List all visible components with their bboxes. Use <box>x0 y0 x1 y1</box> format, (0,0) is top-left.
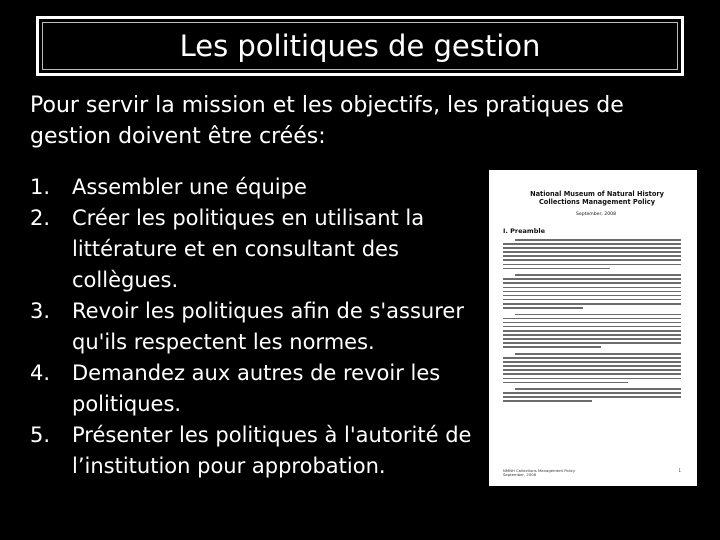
list-item <box>30 296 490 358</box>
document-title-line: National Museum of Natural History <box>530 190 664 198</box>
title-frame <box>36 16 684 76</box>
text-line <box>503 378 681 380</box>
text-line <box>503 392 681 394</box>
step-text: Créer les politiques en utilisant la littérature et en consultant des collègues. <box>72 206 425 292</box>
text-line <box>503 264 681 266</box>
text-line <box>515 314 681 316</box>
document-paragraph <box>503 314 681 348</box>
document-paragraph <box>503 239 681 269</box>
document-footer <box>503 469 681 478</box>
list-item <box>30 172 490 203</box>
slide-title: Les politiques de gestion <box>179 29 541 63</box>
document-page-number: 1 <box>678 467 681 473</box>
step-text: Demandez aux autres de revoir les politiques. <box>72 361 441 416</box>
text-line <box>503 291 681 293</box>
document-footer-line: September, 2008 <box>503 472 537 478</box>
document-paragraph <box>503 388 681 402</box>
step-text: Revoir les politiques afin de s'assurer qu'ils respectent les normes. <box>72 299 464 354</box>
text-line <box>503 278 681 280</box>
step-text: Présenter les politiques à l'autorité de l’institution pour approbation. <box>72 423 472 478</box>
text-line <box>503 326 681 328</box>
text-line <box>503 282 681 284</box>
list-item <box>30 420 490 482</box>
text-line <box>515 239 681 241</box>
step-number: 5. <box>30 423 51 447</box>
text-line <box>503 318 681 320</box>
step-number: 3. <box>30 299 51 323</box>
text-line <box>503 295 681 297</box>
text-line <box>503 251 681 253</box>
step-text: Assembler une équipe <box>72 175 307 199</box>
step-number: 1. <box>30 175 51 199</box>
text-line <box>503 307 583 309</box>
text-line <box>503 299 681 301</box>
text-line <box>503 357 681 359</box>
text-line <box>503 334 681 336</box>
list-item <box>30 358 490 420</box>
text-line <box>503 369 681 371</box>
text-line <box>503 396 681 398</box>
document-title-line: Collections Management Policy <box>538 198 656 206</box>
text-line <box>515 353 681 355</box>
text-line <box>503 259 681 261</box>
text-line <box>503 373 681 375</box>
text-line <box>503 287 681 289</box>
intro-text: Pour servir la mission et les objectifs, les pratiques de gestion doivent être créés: <box>30 93 624 149</box>
text-line <box>503 361 681 363</box>
text-line <box>503 322 681 324</box>
text-line <box>503 400 592 402</box>
document-footer-line: NMNH Collections Management Policy <box>503 467 576 473</box>
step-number: 4. <box>30 361 51 385</box>
text-line <box>503 255 681 257</box>
text-line <box>515 274 681 276</box>
steps-list <box>30 172 490 482</box>
text-line <box>515 388 681 390</box>
text-line <box>503 243 681 245</box>
document-paragraph <box>503 353 681 383</box>
list-item <box>30 203 490 296</box>
document-paragraph <box>503 274 681 308</box>
document-section-heading: I. Preamble <box>503 227 545 235</box>
policy-document-image <box>489 170 697 486</box>
document-title <box>513 190 681 206</box>
text-line <box>503 303 681 305</box>
step-number: 2. <box>30 206 51 230</box>
text-line <box>503 342 681 344</box>
text-line <box>503 365 681 367</box>
text-line <box>503 338 681 340</box>
text-line <box>503 330 681 332</box>
document-date: September, 2008 <box>575 212 616 217</box>
text-line <box>503 268 610 270</box>
text-line <box>503 247 681 249</box>
text-line <box>503 382 628 384</box>
text-line <box>503 346 601 348</box>
